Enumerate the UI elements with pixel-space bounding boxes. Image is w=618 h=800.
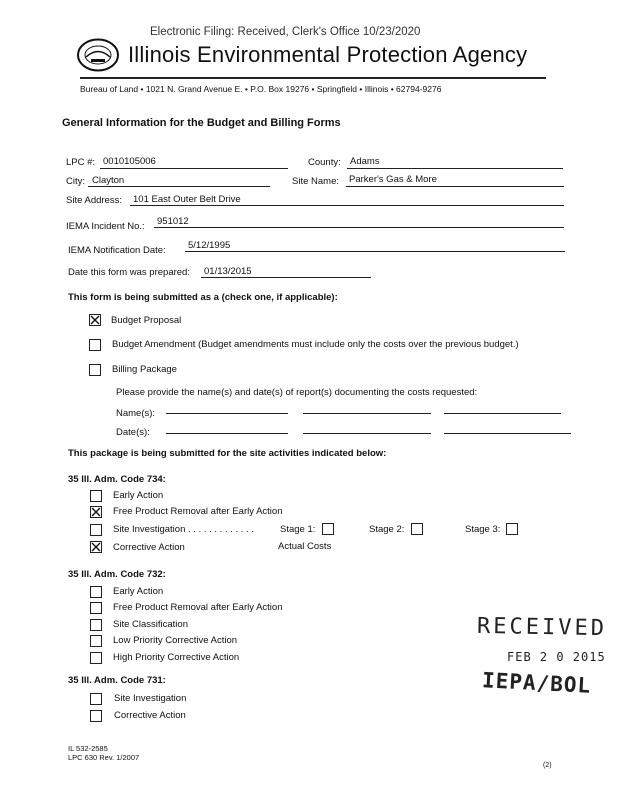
package-heading: This package is being submitted for the site activities indicated below:	[68, 448, 387, 459]
agency-name: Illinois Environmental Protection Agency	[128, 42, 528, 67]
code731-item-label: Corrective Action	[114, 710, 186, 721]
code734-title: 35 Ill. Adm. Code 734:	[68, 474, 166, 485]
iema-incident-label: IEMA Incident No.:	[66, 221, 145, 232]
submission-option-label: Budget Proposal	[111, 315, 182, 326]
code734-item-label: Corrective Action	[113, 542, 185, 553]
site-name-line	[346, 186, 564, 187]
code734-item-label: Early Action	[113, 490, 164, 501]
lpc-line	[100, 168, 288, 169]
filing-banner: Electronic Filing: Received, Clerk's Office 10/23/2020	[150, 26, 421, 38]
dates-line-3	[444, 433, 571, 434]
address-line: Bureau of Land • 1021 N. Grand Avenue E. • P.O. Box 19276 • Springfield • Illinois • 62794-9276	[80, 84, 442, 94]
names-line-3	[444, 413, 561, 414]
site-address-line	[130, 205, 564, 206]
site-name-value[interactable]: Parker's Gas & More	[349, 174, 437, 185]
names-line-1	[166, 413, 288, 414]
code732-item-label: Low Priority Corrective Action	[113, 635, 238, 646]
county-value[interactable]: Adams	[350, 156, 380, 167]
checkbox[interactable]	[90, 541, 102, 553]
checkbox[interactable]	[90, 619, 102, 631]
code732-title: 35 Ill. Adm. Code 732:	[68, 569, 166, 580]
stage3-checkbox[interactable]	[506, 523, 518, 535]
site-address-value[interactable]: 101 East Outer Belt Drive	[133, 194, 241, 205]
iema-incident-line	[154, 227, 564, 228]
code731-item-label: Site Investigation	[114, 693, 187, 704]
code734-item-label: Site Investigation . . . . . . . . . . . . .	[113, 524, 254, 535]
agency-seal	[76, 38, 120, 72]
checkbox[interactable]	[90, 602, 102, 614]
received-stamp-date: FEB 2 0 2015	[507, 650, 606, 664]
iema-notification-value[interactable]: 5/12/1995	[188, 240, 231, 251]
submission-option-label: Budget Amendment (Budget amendments must include only the costs over the previous budget.)	[112, 339, 519, 350]
stage2-label: Stage 2:	[369, 524, 405, 535]
site-name-label: Site Name:	[292, 176, 339, 187]
date-prepared-label: Date this form was prepared:	[68, 267, 190, 278]
check-x-icon	[90, 315, 100, 325]
code732-item-label: Early Action	[113, 586, 164, 597]
dates-label: Date(s):	[116, 427, 150, 438]
checkbox[interactable]	[89, 339, 101, 351]
checkbox[interactable]	[90, 490, 102, 502]
stage2-checkbox[interactable]	[411, 523, 423, 535]
report-instruction: Please provide the name(s) and date(s) of report(s) documenting the costs requested:	[116, 387, 478, 398]
code732-item-label: Site Classification	[113, 619, 188, 630]
stage1-checkbox[interactable]	[322, 523, 334, 535]
stage1-label: Stage 1:	[280, 524, 316, 535]
iema-notification-label: IEMA Notification Date:	[68, 245, 166, 256]
checkbox[interactable]	[90, 524, 102, 536]
checkbox[interactable]	[90, 506, 102, 518]
iema-notification-line	[185, 251, 565, 252]
date-prepared-line	[201, 277, 371, 278]
city-label: City:	[66, 176, 85, 187]
names-line-2	[303, 413, 431, 414]
county-label: County:	[308, 157, 341, 168]
code734-item-label: Free Product Removal after Early Action	[113, 506, 283, 517]
checkbox[interactable]	[90, 635, 102, 647]
check-x-icon	[91, 507, 101, 517]
checkbox[interactable]	[90, 710, 102, 722]
submission-heading: This form is being submitted as a (check one, if applicable):	[68, 292, 338, 303]
lpc-value[interactable]: 0010105006	[103, 156, 156, 167]
dates-line-2	[303, 433, 431, 434]
lpc-label: LPC #:	[66, 157, 96, 168]
names-label: Name(s):	[116, 408, 156, 419]
actual-costs-label: Actual Costs	[278, 541, 332, 552]
county-line	[347, 168, 563, 169]
footer-form-rev: LPC 630 Rev. 1/2007	[68, 753, 140, 762]
checkbox[interactable]	[90, 693, 102, 705]
form-title: General Information for the Budget and Billing Forms	[62, 117, 341, 129]
footer-form-id: IL 532-2585	[68, 744, 108, 753]
header-rule	[80, 77, 546, 79]
date-prepared-value[interactable]: 01/13/2015	[204, 266, 252, 277]
dates-line-1	[166, 433, 288, 434]
checkbox[interactable]	[90, 586, 102, 598]
city-line	[88, 186, 270, 187]
code732-item-label: High Priority Corrective Action	[113, 652, 240, 663]
checkbox[interactable]	[89, 314, 101, 326]
page-mark: (2)	[543, 762, 552, 769]
checkbox[interactable]	[90, 652, 102, 664]
checkbox[interactable]	[89, 364, 101, 376]
site-address-label: Site Address:	[66, 195, 122, 206]
stage3-label: Stage 3:	[465, 524, 501, 535]
code732-item-label: Free Product Removal after Early Action	[113, 602, 283, 613]
received-stamp-office: IEPA/BOL	[481, 668, 592, 698]
code731-title: 35 Ill. Adm. Code 731:	[68, 675, 166, 686]
submission-option-label: Billing Package	[112, 364, 177, 375]
received-stamp: RECEIVED	[476, 613, 608, 642]
iema-incident-value[interactable]: 951012	[157, 216, 189, 227]
city-value[interactable]: Clayton	[92, 175, 125, 186]
check-x-icon	[91, 542, 101, 552]
